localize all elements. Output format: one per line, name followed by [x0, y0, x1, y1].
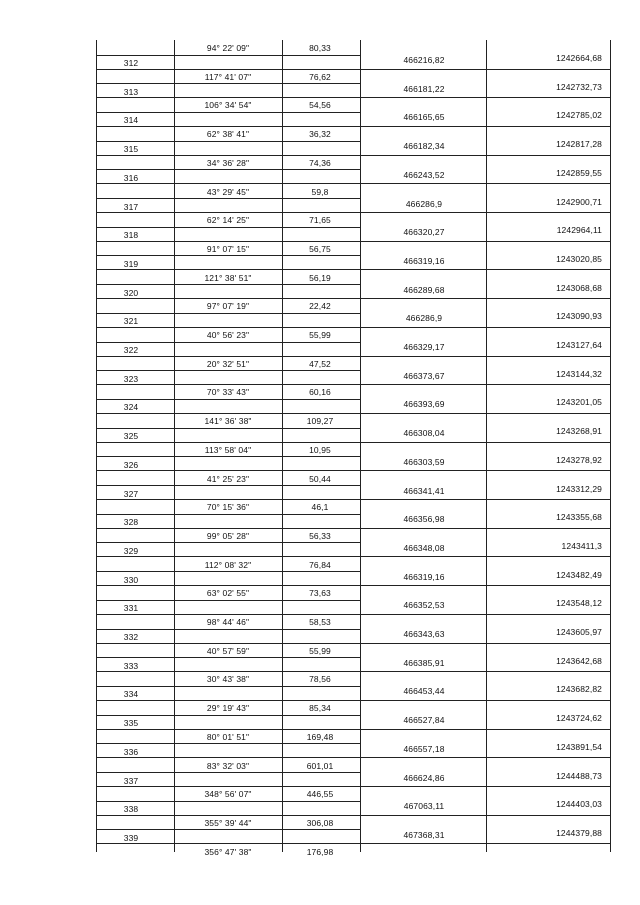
segment-distance: 56,33 — [309, 530, 331, 541]
row-divider — [96, 686, 360, 687]
table-border-left — [96, 40, 97, 852]
point-number: 320 — [123, 287, 139, 298]
row-divider — [96, 456, 360, 457]
row-divider — [96, 370, 360, 371]
row-divider — [96, 801, 360, 802]
row-divider — [96, 829, 360, 830]
coordinate-y: 1243020,85 — [556, 253, 602, 264]
row-divider — [96, 112, 360, 113]
row-divider — [96, 528, 610, 529]
row-divider — [96, 772, 360, 773]
segment-distance: 601,01 — [306, 760, 334, 771]
row-divider — [96, 743, 360, 744]
last-segment-distance: 176,98 — [306, 846, 334, 857]
segment-angle: 43° 29' 45" — [206, 186, 250, 197]
segment-distance: 73,63 — [309, 588, 331, 599]
coordinate-x: 466286,9 — [405, 313, 443, 324]
coordinate-y: 1243312,29 — [556, 483, 602, 494]
coordinate-x: 466286,9 — [405, 198, 443, 209]
segment-distance: 56,75 — [309, 243, 331, 254]
coordinate-y: 1244379,88 — [556, 827, 602, 838]
segment-distance: 58,53 — [309, 617, 331, 627]
row-divider — [96, 327, 610, 328]
row-divider — [96, 629, 360, 630]
coordinate-y: 1242964,11 — [556, 225, 602, 236]
column-divider — [360, 40, 361, 852]
segment-distance: 54,56 — [309, 100, 331, 111]
segment-angle: 97° 07' 19" — [206, 301, 250, 312]
segment-distance: 46,1 — [311, 502, 329, 513]
segment-distance: 169,48 — [306, 731, 334, 742]
segment-distance: 10,95 — [309, 444, 331, 455]
segment-angle: 112° 08' 32" — [204, 559, 252, 570]
coordinate-x: 466329,17 — [403, 342, 445, 352]
coordinate-y: 1242900,71 — [556, 196, 602, 207]
point-number: 314 — [123, 115, 139, 126]
coordinate-y: 1243724,62 — [556, 713, 602, 724]
segment-angle: 40° 57' 59" — [206, 645, 250, 656]
coordinate-x: 466343,63 — [403, 629, 445, 639]
row-divider — [96, 470, 610, 471]
segment-angle: 98° 44' 46" — [206, 617, 250, 627]
row-divider — [96, 671, 610, 672]
coordinate-x: 466393,69 — [403, 399, 445, 410]
row-divider — [96, 786, 610, 787]
point-number: 318 — [123, 230, 139, 241]
coordinate-x: 466181,22 — [403, 83, 445, 94]
point-number: 315 — [123, 144, 139, 155]
coordinate-x: 466557,18 — [403, 743, 445, 754]
coordinate-y: 1243201,05 — [556, 397, 602, 408]
segment-angle: 70° 15' 36" — [206, 502, 250, 513]
segment-angle: 141° 36' 38" — [204, 416, 252, 427]
coordinate-y: 1243278,92 — [556, 454, 602, 465]
coordinate-x: 466453,44 — [403, 686, 445, 697]
row-divider — [96, 442, 610, 443]
row-divider — [96, 269, 610, 270]
point-number: 317 — [123, 201, 139, 212]
row-divider — [96, 428, 360, 429]
row-divider — [96, 83, 360, 84]
point-number: 323 — [123, 373, 139, 384]
row-divider — [96, 715, 360, 716]
row-divider — [96, 55, 360, 56]
segment-distance: 59,8 — [311, 186, 329, 197]
point-number: 333 — [123, 660, 139, 671]
point-number: 337 — [123, 775, 139, 786]
segment-distance: 71,65 — [309, 215, 331, 226]
row-divider — [96, 69, 610, 70]
point-number: 327 — [123, 488, 139, 499]
point-number: 316 — [123, 172, 139, 183]
coordinate-x: 466165,65 — [403, 112, 445, 123]
point-number: 330 — [123, 574, 139, 585]
segment-distance: 80,33 — [309, 43, 331, 53]
coordinate-x: 466373,67 — [403, 370, 445, 381]
column-divider — [486, 40, 487, 852]
row-divider — [96, 485, 360, 486]
last-segment-angle: 356° 47' 38" — [204, 846, 252, 857]
coordinate-y: 1242732,73 — [556, 81, 602, 92]
row-divider — [96, 757, 610, 758]
point-number: 313 — [123, 86, 139, 97]
point-number: 338 — [123, 804, 139, 815]
segment-angle: 355° 39' 44" — [204, 817, 252, 828]
segment-distance: 56,19 — [309, 272, 331, 283]
segment-angle: 20° 32' 51" — [206, 358, 250, 369]
point-number: 331 — [123, 603, 139, 614]
coordinate-x: 466319,16 — [403, 571, 445, 582]
point-number: 325 — [123, 431, 139, 442]
coordinate-x: 466348,08 — [403, 542, 445, 553]
row-divider — [96, 342, 360, 343]
coordinate-y: 1243068,68 — [556, 282, 602, 293]
coordinate-x: 466303,59 — [403, 456, 445, 467]
row-divider — [96, 700, 610, 701]
coordinate-y: 1242664,68 — [556, 53, 602, 63]
segment-angle: 41° 25' 23" — [206, 473, 250, 484]
segment-distance: 78,56 — [309, 674, 331, 685]
row-divider — [96, 97, 610, 98]
point-number: 326 — [123, 459, 139, 470]
table-border-right — [610, 40, 611, 852]
coordinate-y: 1243127,64 — [556, 340, 602, 350]
coordinate-x: 466182,34 — [403, 141, 445, 152]
segment-angle: 40° 56' 23" — [206, 330, 250, 340]
segment-angle: 113° 58' 04" — [204, 444, 252, 455]
segment-distance: 76,62 — [309, 71, 331, 82]
row-divider — [96, 815, 610, 816]
row-divider — [96, 284, 360, 285]
segment-angle: 94° 22' 09" — [206, 43, 250, 53]
row-divider — [96, 356, 610, 357]
point-number: 319 — [123, 258, 139, 269]
row-divider — [96, 227, 360, 228]
row-divider — [96, 413, 610, 414]
coordinate-y: 1243482,49 — [556, 569, 602, 580]
coordinate-x: 467063,11 — [403, 801, 445, 812]
coordinate-y: 1243605,97 — [556, 627, 602, 637]
row-divider — [96, 298, 610, 299]
segment-distance: 55,99 — [309, 330, 331, 340]
row-divider — [96, 657, 360, 658]
coordinate-y: 1244488,73 — [556, 770, 602, 781]
point-number: 324 — [123, 402, 139, 413]
segment-distance: 109,27 — [306, 416, 334, 427]
row-divider — [96, 212, 610, 213]
segment-angle: 70° 33' 43" — [206, 387, 250, 398]
coordinate-x: 466352,53 — [403, 600, 445, 611]
coordinate-x: 467368,31 — [403, 829, 445, 840]
row-divider — [96, 141, 360, 142]
row-divider — [96, 643, 610, 644]
segment-angle: 62° 14' 25" — [206, 215, 250, 226]
row-divider — [96, 169, 360, 170]
segment-angle: 121° 38' 51" — [204, 272, 252, 283]
coordinate-x: 466624,86 — [403, 772, 445, 783]
segment-distance: 60,16 — [309, 387, 331, 398]
segment-angle: 30° 43' 38" — [206, 674, 250, 685]
segment-angle: 99° 05' 28" — [206, 530, 250, 541]
coordinate-x: 466320,27 — [403, 227, 445, 238]
segment-angle: 29° 19' 43" — [206, 703, 250, 714]
row-divider — [96, 198, 360, 199]
point-number: 339 — [123, 832, 139, 843]
segment-angle: 91° 07' 15" — [206, 243, 250, 254]
segment-distance: 446,55 — [306, 789, 334, 800]
segment-distance: 74,36 — [309, 157, 331, 168]
coordinate-y: 1243144,32 — [556, 368, 602, 379]
segment-distance: 22,42 — [309, 301, 331, 312]
column-divider — [174, 40, 175, 852]
coordinate-y: 1243355,68 — [556, 512, 602, 523]
segment-distance: 85,34 — [309, 703, 331, 714]
segment-angle: 80° 01' 51" — [206, 731, 250, 742]
point-number: 334 — [123, 689, 139, 700]
row-divider — [96, 600, 360, 601]
row-divider — [96, 571, 360, 572]
row-divider — [96, 183, 610, 184]
row-divider — [96, 399, 360, 400]
coordinate-x: 466319,16 — [403, 255, 445, 266]
coordinate-y: 1243090,93 — [556, 311, 602, 322]
segment-distance: 76,84 — [309, 559, 331, 570]
row-divider — [96, 255, 360, 256]
segment-angle: 83° 32' 03" — [206, 760, 250, 771]
segment-distance: 55,99 — [309, 645, 331, 656]
coordinate-y: 1242859,55 — [556, 167, 602, 178]
row-divider — [96, 155, 610, 156]
point-number: 332 — [123, 632, 139, 642]
coordinate-y: 1243642,68 — [556, 655, 602, 666]
row-divider — [96, 614, 610, 615]
row-divider — [96, 384, 610, 385]
coordinate-x: 466341,41 — [403, 485, 445, 496]
coordinate-x: 466289,68 — [403, 284, 445, 295]
coordinate-y: 1243682,82 — [556, 684, 602, 695]
point-number: 335 — [123, 718, 139, 729]
row-divider — [96, 499, 610, 500]
segment-distance: 36,32 — [309, 129, 331, 140]
row-divider — [96, 542, 360, 543]
row-divider — [96, 514, 360, 515]
row-divider — [96, 729, 610, 730]
coordinate-x: 466243,52 — [403, 169, 445, 180]
coordinate-y: 1243411,3 — [561, 540, 602, 551]
segment-angle: 117° 41' 07" — [204, 71, 252, 82]
row-divider — [96, 241, 610, 242]
row-divider — [96, 585, 610, 586]
coordinate-x: 466527,84 — [403, 715, 445, 726]
coordinate-y: 1243548,12 — [556, 598, 602, 609]
row-divider — [96, 313, 360, 314]
coordinate-x: 466308,04 — [403, 428, 445, 439]
point-number: 312 — [123, 58, 139, 68]
segment-angle: 62° 38' 41" — [206, 129, 250, 140]
segment-angle: 106° 34' 54" — [204, 100, 252, 111]
coordinate-y: 1242785,02 — [556, 110, 602, 121]
segment-distance: 306,08 — [306, 817, 334, 828]
segment-distance: 47,52 — [309, 358, 331, 369]
point-number: 329 — [123, 545, 139, 556]
coordinate-y: 1243891,54 — [556, 741, 602, 752]
segment-distance: 50,44 — [309, 473, 331, 484]
segment-angle: 63° 02' 55" — [206, 588, 250, 599]
coordinate-x: 466385,91 — [403, 657, 445, 668]
point-number: 336 — [123, 746, 139, 757]
coordinate-x: 466216,82 — [403, 55, 445, 65]
row-divider — [96, 126, 610, 127]
coordinate-y: 1242817,28 — [556, 139, 602, 150]
segment-angle: 34° 36' 28" — [206, 157, 250, 168]
point-number: 321 — [123, 316, 139, 327]
point-number: 322 — [123, 345, 139, 355]
coordinate-y: 1244403,03 — [556, 799, 602, 810]
coordinate-x: 466356,98 — [403, 514, 445, 525]
row-divider — [96, 556, 610, 557]
row-divider — [96, 843, 610, 844]
point-number: 328 — [123, 517, 139, 528]
segment-angle: 348° 56' 07" — [204, 789, 252, 800]
coordinate-y: 1243268,91 — [556, 426, 602, 437]
column-divider — [282, 40, 283, 852]
